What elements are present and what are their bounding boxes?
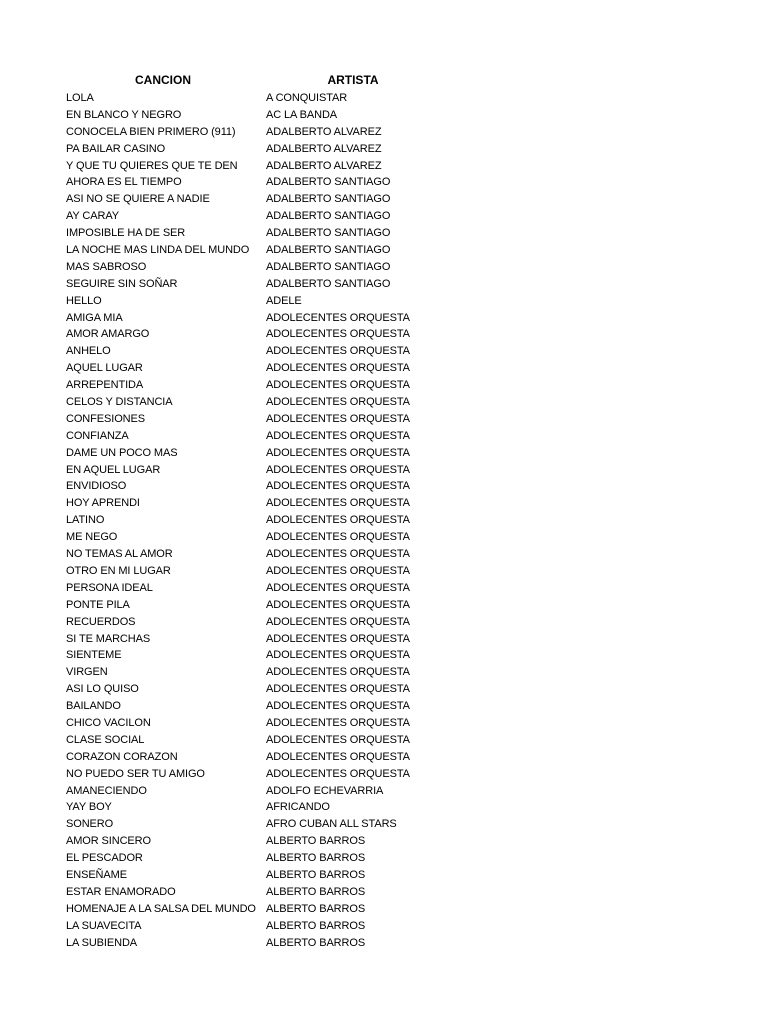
- artist-name-cell: ADOLECENTES ORQUESTA: [266, 463, 410, 476]
- song-title-cell: ARREPENTIDA: [66, 379, 144, 392]
- table-row: [0, 698, 768, 715]
- artist-name-cell: ADOLECENTES ORQUESTA: [266, 480, 410, 493]
- song-title-cell: SI TE MARCHAS: [66, 632, 151, 645]
- table-row: [0, 428, 768, 445]
- table-row: [0, 225, 768, 242]
- table-row: [0, 816, 768, 833]
- artist-name-cell: ADOLECENTES ORQUESTA: [266, 733, 410, 746]
- artist-name-cell: ADALBERTO SANTIAGO: [266, 176, 391, 189]
- table-row: [0, 749, 768, 766]
- table-row: [0, 884, 768, 901]
- artist-name-cell: ADOLECENTES ORQUESTA: [266, 396, 410, 409]
- artist-name-cell: ADOLECENTES ORQUESTA: [266, 514, 410, 527]
- song-title-cell: ASI NO SE QUIERE A NADIE: [66, 193, 210, 206]
- artist-name-cell: ADOLECENTES ORQUESTA: [266, 311, 410, 324]
- song-title-cell: SIENTEME: [66, 649, 122, 662]
- song-title-cell: AMOR SINCERO: [66, 835, 151, 848]
- table-row: [0, 935, 768, 952]
- table-row: [0, 614, 768, 631]
- song-title-cell: MAS SABROSO: [66, 260, 147, 273]
- artist-name-cell: ADALBERTO SANTIAGO: [266, 244, 391, 257]
- table-row: [0, 563, 768, 580]
- artist-name-cell: ALBERTO BARROS: [266, 885, 366, 898]
- song-title-cell: HOY APRENDI: [66, 497, 140, 510]
- artist-name-cell: ADOLECENTES ORQUESTA: [266, 531, 410, 544]
- artist-name-cell: ADOLECENTES ORQUESTA: [266, 446, 410, 459]
- song-title-cell: AMOR AMARGO: [66, 328, 150, 341]
- artist-name-cell: ADALBERTO ALVAREZ: [266, 142, 382, 155]
- song-title-cell: CONOCELA BIEN PRIMERO (911): [66, 125, 236, 138]
- song-title-cell: LA SUBIENDA: [66, 936, 138, 949]
- song-title-cell: HELLO: [66, 294, 102, 307]
- song-title-cell: ASI LO QUISO: [66, 683, 139, 696]
- table-row: [0, 360, 768, 377]
- song-title-cell: CELOS Y DISTANCIA: [66, 396, 173, 409]
- table-row: [0, 715, 768, 732]
- song-title-cell: ENVIDIOSO: [66, 480, 127, 493]
- artist-name-cell: ADOLECENTES ORQUESTA: [266, 683, 410, 696]
- artist-name-cell: ADALBERTO SANTIAGO: [266, 193, 391, 206]
- song-title-cell: LATINO: [66, 514, 105, 527]
- song-title-cell: VIRGEN: [66, 666, 108, 679]
- table-row: [0, 174, 768, 191]
- song-title-cell: AMANECIENDO: [66, 784, 147, 797]
- artist-name-cell: ADOLECENTES ORQUESTA: [266, 497, 410, 510]
- table-row: [0, 597, 768, 614]
- artist-name-cell: ADOLECENTES ORQUESTA: [266, 412, 410, 425]
- artist-name-cell: ADOLECENTES ORQUESTA: [266, 649, 410, 662]
- song-title-cell: ENSEÑAME: [66, 868, 127, 881]
- artist-name-cell: ADALBERTO ALVAREZ: [266, 125, 382, 138]
- table-row: [0, 107, 768, 124]
- artist-name-cell: ADOLECENTES ORQUESTA: [266, 767, 410, 780]
- song-title-cell: CORAZON CORAZON: [66, 750, 178, 763]
- song-title-cell: PONTE PILA: [66, 598, 130, 611]
- song-title-cell: SONERO: [66, 818, 114, 831]
- table-header: [0, 71, 768, 89]
- song-title-cell: EL PESCADOR: [66, 852, 143, 865]
- table-row: [0, 833, 768, 850]
- artist-name-cell: ADOLECENTES ORQUESTA: [266, 716, 410, 729]
- song-title-cell: PERSONA IDEAL: [66, 581, 153, 594]
- artist-name-cell: ADALBERTO ALVAREZ: [266, 159, 382, 172]
- song-title-cell: YAY BOY: [66, 801, 112, 814]
- artist-name-cell: AFRO CUBAN ALL STARS: [266, 818, 397, 831]
- table-row: [0, 445, 768, 462]
- artist-column-header: ARTISTA: [327, 73, 379, 87]
- table-row: [0, 783, 768, 800]
- table-row: [0, 546, 768, 563]
- artist-name-cell: ALBERTO BARROS: [266, 919, 366, 932]
- artist-name-cell: ALBERTO BARROS: [266, 835, 366, 848]
- table-row: [0, 850, 768, 867]
- artist-name-cell: ADOLECENTES ORQUESTA: [266, 700, 410, 713]
- table-row: [0, 918, 768, 935]
- table-row: [0, 478, 768, 495]
- artist-name-cell: ALBERTO BARROS: [266, 868, 366, 881]
- song-title-cell: NO TEMAS AL AMOR: [66, 548, 173, 561]
- table-row: [0, 242, 768, 259]
- table-row: [0, 647, 768, 664]
- table-row: [0, 377, 768, 394]
- artist-name-cell: ADALBERTO SANTIAGO: [266, 227, 391, 240]
- song-title-cell: HOMENAJE A LA SALSA DEL MUNDO: [66, 902, 256, 915]
- song-title-cell: EN BLANCO Y NEGRO: [66, 108, 182, 121]
- song-title-cell: PA BAILAR CASINO: [66, 142, 166, 155]
- artist-name-cell: ADOLECENTES ORQUESTA: [266, 666, 410, 679]
- table-row: [0, 512, 768, 529]
- song-title-cell: BAILANDO: [66, 700, 121, 713]
- song-title-cell: AMIGA MIA: [66, 311, 123, 324]
- song-title-cell: AHORA ES EL TIEMPO: [66, 176, 182, 189]
- artist-name-cell: ADOLECENTES ORQUESTA: [266, 598, 410, 611]
- song-title-cell: DAME UN POCO MAS: [66, 446, 178, 459]
- table-row: [0, 529, 768, 546]
- song-title-cell: OTRO EN MI LUGAR: [66, 564, 171, 577]
- artist-name-cell: AC LA BANDA: [266, 108, 338, 121]
- artist-name-cell: ALBERTO BARROS: [266, 936, 366, 949]
- artist-name-cell: ADOLECENTES ORQUESTA: [266, 564, 410, 577]
- artist-name-cell: ADOLFO ECHEVARRIA: [266, 784, 384, 797]
- table-row: [0, 158, 768, 175]
- artist-name-cell: ADALBERTO SANTIAGO: [266, 277, 391, 290]
- artist-name-cell: ADOLECENTES ORQUESTA: [266, 615, 410, 628]
- song-title-cell: IMPOSIBLE HA DE SER: [66, 227, 186, 240]
- song-title-cell: ANHELO: [66, 345, 111, 358]
- song-title-cell: NO PUEDO SER TU AMIGO: [66, 767, 205, 780]
- table-row: [0, 664, 768, 681]
- table-row: [0, 394, 768, 411]
- table-row: [0, 259, 768, 276]
- table-row: [0, 732, 768, 749]
- table-row: [0, 208, 768, 225]
- song-title-cell: AY CARAY: [66, 210, 119, 223]
- song-title-cell: CONFIANZA: [66, 429, 129, 442]
- table-row: [0, 799, 768, 816]
- table-row: [0, 901, 768, 918]
- song-title-cell: AQUEL LUGAR: [66, 362, 143, 375]
- song-title-cell: SEGUIRE SIN SOÑAR: [66, 277, 178, 290]
- artist-name-cell: ADALBERTO SANTIAGO: [266, 210, 391, 223]
- song-table-body: [0, 90, 768, 951]
- artist-name-cell: ADOLECENTES ORQUESTA: [266, 379, 410, 392]
- table-row: [0, 462, 768, 479]
- song-title-cell: ESTAR ENAMORADO: [66, 885, 176, 898]
- table-row: [0, 867, 768, 884]
- table-row: [0, 326, 768, 343]
- artist-name-cell: ADOLECENTES ORQUESTA: [266, 345, 410, 358]
- artist-name-cell: ADOLECENTES ORQUESTA: [266, 328, 410, 341]
- song-column-header: CANCION: [135, 73, 191, 87]
- table-row: [0, 411, 768, 428]
- artist-name-cell: ADOLECENTES ORQUESTA: [266, 632, 410, 645]
- artist-name-cell: AFRICANDO: [266, 801, 330, 814]
- song-title-cell: LA SUAVECITA: [66, 919, 142, 932]
- song-title-cell: CHICO VACILON: [66, 716, 151, 729]
- song-title-cell: Y QUE TU QUIERES QUE TE DEN: [66, 159, 238, 172]
- table-row: [0, 293, 768, 310]
- artist-name-cell: ALBERTO BARROS: [266, 852, 366, 865]
- table-row: [0, 310, 768, 327]
- table-row: [0, 90, 768, 107]
- artist-name-cell: ADOLECENTES ORQUESTA: [266, 750, 410, 763]
- song-title-cell: RECUERDOS: [66, 615, 136, 628]
- table-row: [0, 276, 768, 293]
- song-title-cell: LOLA: [66, 92, 94, 104]
- song-title-cell: ME NEGO: [66, 531, 118, 544]
- song-title-cell: EN AQUEL LUGAR: [66, 463, 161, 476]
- artist-name-cell: ADALBERTO SANTIAGO: [266, 260, 391, 273]
- table-row: [0, 495, 768, 512]
- artist-name-cell: ADOLECENTES ORQUESTA: [266, 548, 410, 561]
- song-title-cell: CONFESIONES: [66, 412, 145, 425]
- table-row: [0, 580, 768, 597]
- table-row: [0, 124, 768, 141]
- table-row: [0, 681, 768, 698]
- table-row: [0, 141, 768, 158]
- table-row: [0, 631, 768, 648]
- song-title-cell: CLASE SOCIAL: [66, 733, 145, 746]
- artist-name-cell: ADOLECENTES ORQUESTA: [266, 362, 410, 375]
- table-row: [0, 343, 768, 360]
- table-row: [0, 191, 768, 208]
- table-row: [0, 766, 768, 783]
- artist-name-cell: ADELE: [266, 294, 302, 307]
- artist-name-cell: ALBERTO BARROS: [266, 902, 366, 915]
- song-title-cell: LA NOCHE MAS LINDA DEL MUNDO: [66, 244, 250, 257]
- artist-name-cell: A CONQUISTAR: [266, 92, 348, 104]
- artist-name-cell: ADOLECENTES ORQUESTA: [266, 429, 410, 442]
- artist-name-cell: ADOLECENTES ORQUESTA: [266, 581, 410, 594]
